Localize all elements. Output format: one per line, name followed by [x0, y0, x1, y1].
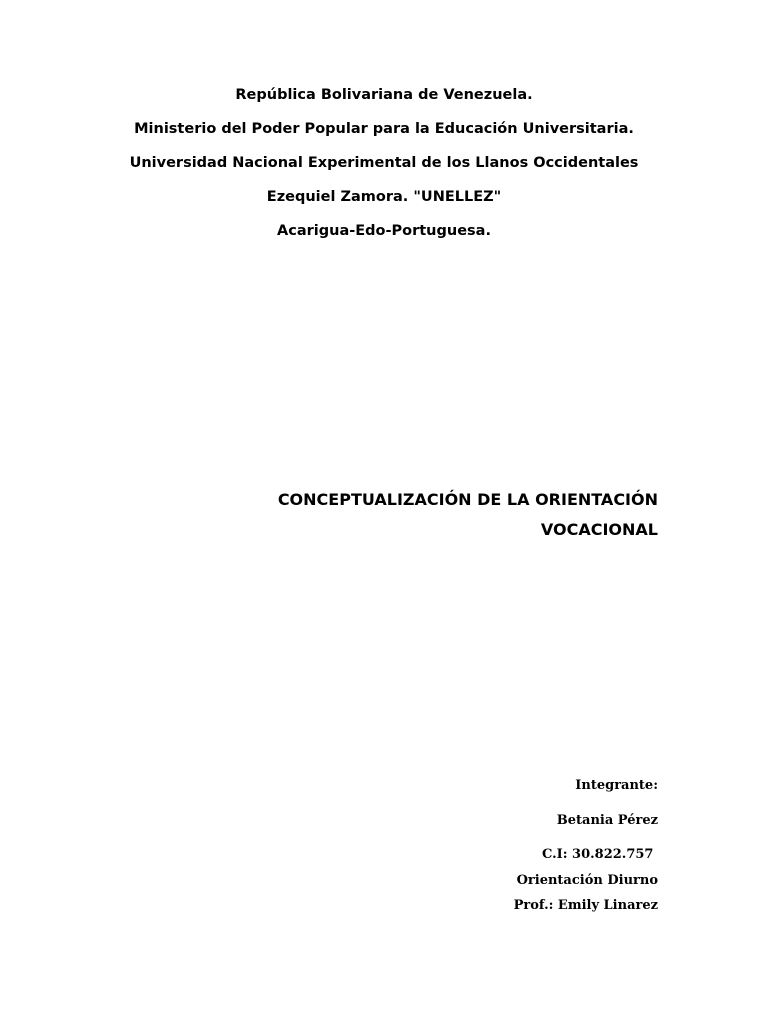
integrant-heading: Integrante: [575, 778, 658, 793]
header-university-name: Ezequiel Zamora. "UNELLEZ" [266, 189, 502, 205]
document-title-line2: VOCACIONAL [540, 520, 658, 539]
header-university: Universidad Nacional Experimental de los Llanos Occidentales [129, 155, 639, 171]
student-id: C.I: 30.822.757 [542, 847, 658, 862]
document-title-line1: CONCEPTUALIZACIÓN DE LA ORIENTACIÓN [277, 490, 658, 509]
header-ministry: Ministerio del Poder Popular para la Educación Universitaria. [134, 121, 634, 137]
header-location: Acarigua-Edo-Portuguesa. [277, 223, 491, 239]
header-republic: República Bolivariana de Venezuela. [235, 87, 533, 103]
course-section: Orientación Diurno [516, 873, 658, 888]
professor-name: Prof.: Emily Linarez [513, 898, 658, 913]
student-name: Betania Pérez [556, 813, 658, 828]
